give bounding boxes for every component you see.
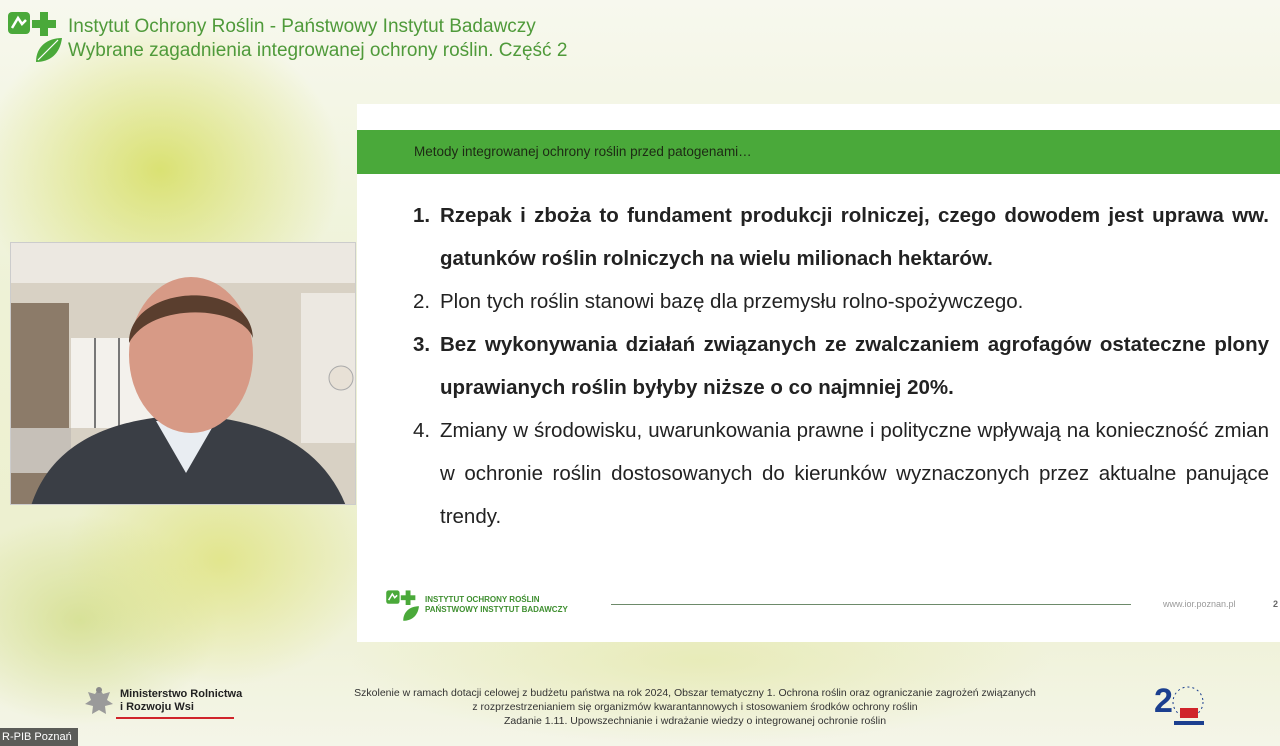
slide-footer-logo <box>385 588 568 622</box>
ministry-line2: i Rozwoju Wsi <box>120 700 194 713</box>
eu-anniversary-logo <box>1152 678 1208 730</box>
list-item: 1. Rzepak i zboża to fundament produkcji rolniczej, czego dowodem jest uprawa ww. gatunków roślin rolniczych na wielu milionach hektarów. <box>413 204 1269 270</box>
course-title: Wybrane zagadnienia integrowanej ochrony roślin. Część 2 <box>68 40 568 61</box>
participant-name-label: R-PIB Poznań <box>0 728 78 746</box>
institute-name: Instytut Ochrony Roślin - Państwowy Instytut Badawczy <box>68 16 536 37</box>
ministry-logo <box>82 684 242 722</box>
list-item: 3. Bez wykonywania działań związanych ze zwalczaniem agrofagów ostateczne plony uprawianych roślin byłyby niższe o co najmniej 20%. <box>413 333 1269 399</box>
eagle-emblem-icon <box>82 684 116 722</box>
footer-logo-line1: INSTYTUT OCHRONY ROŚLIN <box>425 595 540 604</box>
footer-divider <box>611 604 1131 605</box>
speaker-video <box>10 242 356 505</box>
ministry-red-line <box>116 717 234 719</box>
list-item: 4. Zmiany w środowisku, uwarunkowania prawne i polityczne wpływają na konieczność zmian w ochronie roślin dostosowanych do kierunków wyznaczonych przez aktualne panujące trendy. <box>413 419 1269 528</box>
funding-line2: z rozprzestrzenianiem się organizmów kwarantannowych i stosowaniem środków ochrony roślin <box>472 701 918 713</box>
slide-bullet-list <box>413 194 1269 538</box>
funding-line1: Szkolenie w ramach dotacji celowej z budżetu państwa na rok 2024, Obszar tematyczny 1. Ochrona roślin oraz ograniczanie zagrożeń związanych <box>354 687 1036 699</box>
footer-logo-line2: PAŃSTWOWY INSTYTUT BADAWCZY <box>425 605 568 614</box>
ministry-line1: Ministerstwo Rolnictwa <box>120 687 243 700</box>
svg-text:2: 2 <box>1154 682 1173 720</box>
slide-title: Metody integrowanej ochrony roślin przed patogenami… <box>414 144 752 159</box>
funding-line3: Zadanie 1.11. Upowszechnianie i wdrażanie wiedzy o integrowanej ochronie roślin <box>503 715 887 727</box>
slide-page-number: 2 <box>1273 599 1279 609</box>
ior-logo-small-icon <box>385 588 419 622</box>
list-item: 2. Plon tych roślin stanowi bazę dla przemysłu rolno-spożywczego. <box>413 290 1024 313</box>
header <box>6 8 567 64</box>
slide-title-bar <box>357 130 1280 174</box>
ior-logo <box>6 8 62 64</box>
presentation-slide <box>357 104 1280 642</box>
footer-url: www.ior.poznan.pl <box>1163 599 1236 609</box>
funding-info <box>290 686 1100 728</box>
